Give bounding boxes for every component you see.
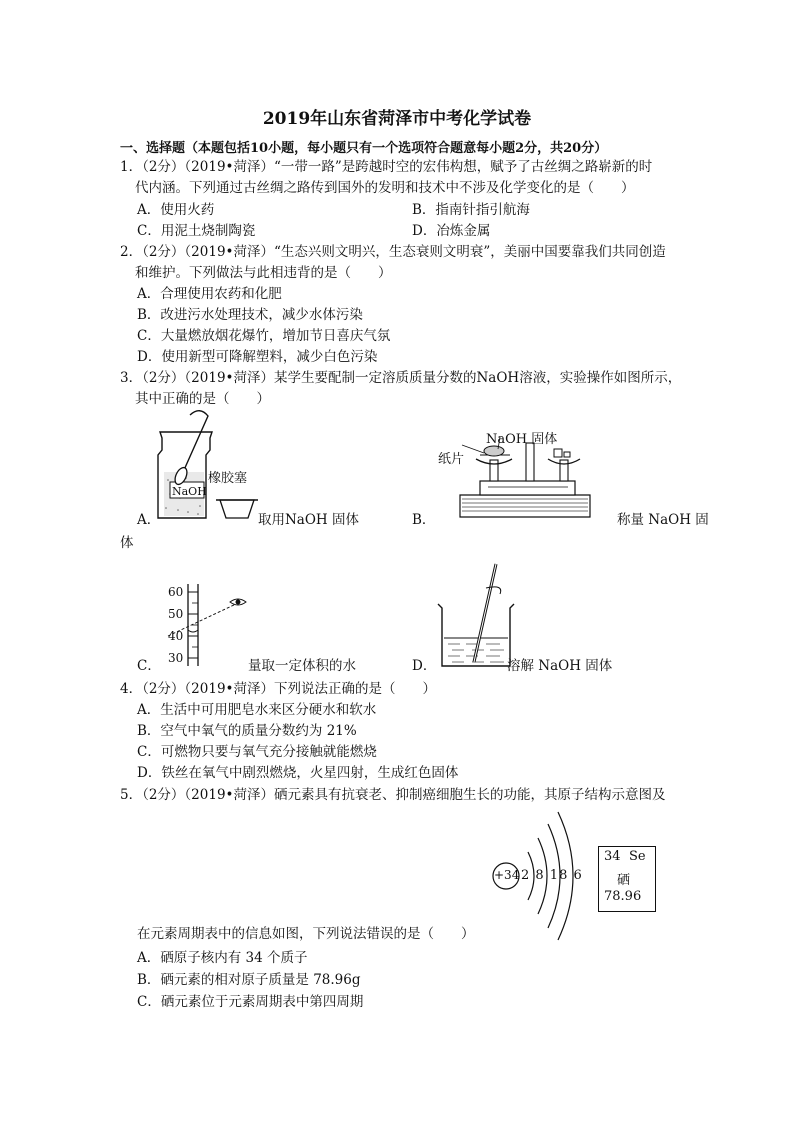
question-1-stem-line1: 1．（2分）（2019•菏泽）“一带一路”是跨越时空的宏伟构想，赋予了古丝绸之路崭新的时 — [120, 159, 653, 175]
element-name: 硒 — [617, 873, 631, 888]
cylinder-tick-40: 40 — [168, 629, 184, 643]
question-4-option-d: D．铁丝在氧气中剧烈燃烧，火星四射，生成红色固体 — [137, 765, 459, 781]
question-3-stem-line1: 3．（2分）（2019•菏泽）某学生要配制一定溶质质量分数的NaOH溶液，实验操作如图所示， — [120, 370, 682, 386]
atomic-mass: 78.96 — [604, 889, 642, 904]
cylinder-tick-60: 60 — [168, 585, 184, 599]
question-4-option-a: A．生活中可用肥皂水来区分硬水和软水 — [137, 702, 377, 718]
question-4-option-b: B．空气中氧气的质量分数约为 21% — [137, 723, 357, 739]
element-symbol: Se — [629, 849, 646, 864]
question-1-option-d: D．冶炼金属 — [412, 223, 491, 239]
question-2-stem-line1: 2．（2分）（2019•菏泽）“生态兴则文明兴，生态衰则文明衰”，美丽中国要靠我们共同创造 — [120, 244, 666, 260]
question-3-option-b-letter: B． — [412, 512, 436, 528]
question-1-option-b: B．指南针指引航海 — [412, 202, 530, 218]
question-3-option-c-letter: C． — [137, 658, 161, 674]
electron-shells: 2 8 18 6 — [521, 868, 583, 883]
question-2-option-c: C．大量燃放烟花爆竹，增加节日喜庆气氛 — [137, 328, 391, 344]
question-2-option-b: B．改进污水处理技术，减少水体污染 — [137, 307, 363, 323]
question-3-option-a-text: 取用NaOH 固体 — [258, 512, 359, 528]
cylinder-tick-50: 50 — [168, 607, 184, 621]
bottle-label: NaOH — [172, 485, 207, 498]
question-3-option-a-letter: A． — [137, 512, 161, 528]
naoh-solid-label: NaOH 固体 — [486, 432, 558, 447]
cylinder-tick-30: 30 — [168, 651, 184, 665]
question-4-stem: 4．（2分）（2019•菏泽）下列说法正确的是（ ） — [120, 681, 436, 697]
question-1-option-a: A．使用火药 — [137, 202, 215, 218]
page-title: 2019年山东省菏泽市中考化学试卷 — [262, 109, 532, 129]
question-3-option-c-text: 量取一定体积的水 — [248, 658, 356, 674]
question-5-option-a: A．硒原子核内有 34 个质子 — [137, 950, 308, 966]
atomic-number: 34 — [604, 849, 621, 864]
question-5-stem-line1: 5．（2分）（2019•菏泽）硒元素具有抗衰老、抑制癌细胞生长的功能，其原子结构示意图及 — [120, 787, 666, 803]
paper-label: 纸片 — [438, 452, 465, 467]
nucleus-charge: +34 — [494, 868, 520, 882]
rubber-stopper-label: 橡胶塞 — [208, 471, 248, 486]
question-3-option-d-text: 溶解 NaOH 固体 — [507, 658, 613, 674]
section-heading: 一、选择题（本题包括10小题，每小题只有一个选项符合题意每小题2分，共20分） — [120, 141, 608, 156]
question-3-stem-line2: 其中正确的是（ ） — [135, 391, 270, 407]
question-3-option-b-text: 称量 NaOH 固 — [617, 512, 709, 528]
question-1-stem-line2: 代内涵。下列通过古丝绸之路传到国外的发明和技术中不涉及化学变化的是（ ） — [135, 180, 635, 196]
question-5-option-c: C．硒元素位于元素周期表中第四周期 — [137, 994, 364, 1010]
question-3-option-d-letter: D． — [412, 658, 437, 674]
question-4-option-c: C．可燃物只要与氧气充分接触就能燃烧 — [137, 744, 377, 760]
question-2-option-a: A．合理使用农药和化肥 — [137, 286, 282, 302]
question-3-option-b-text-wrap: 体 — [120, 535, 134, 551]
question-2-option-d: D．使用新型可降解塑料，减少白色污染 — [137, 349, 378, 365]
question-5-option-b: B．硒元素的相对原子质量是 78.96g — [137, 972, 361, 988]
question-5-stem-line2: 在元素周期表中的信息如图，下列说法错误的是（ ） — [137, 926, 475, 942]
question-1-option-c: C．用泥土烧制陶瓷 — [137, 223, 256, 239]
question-2-stem-line2: 和维护。下列做法与此相违背的是（ ） — [135, 265, 392, 281]
